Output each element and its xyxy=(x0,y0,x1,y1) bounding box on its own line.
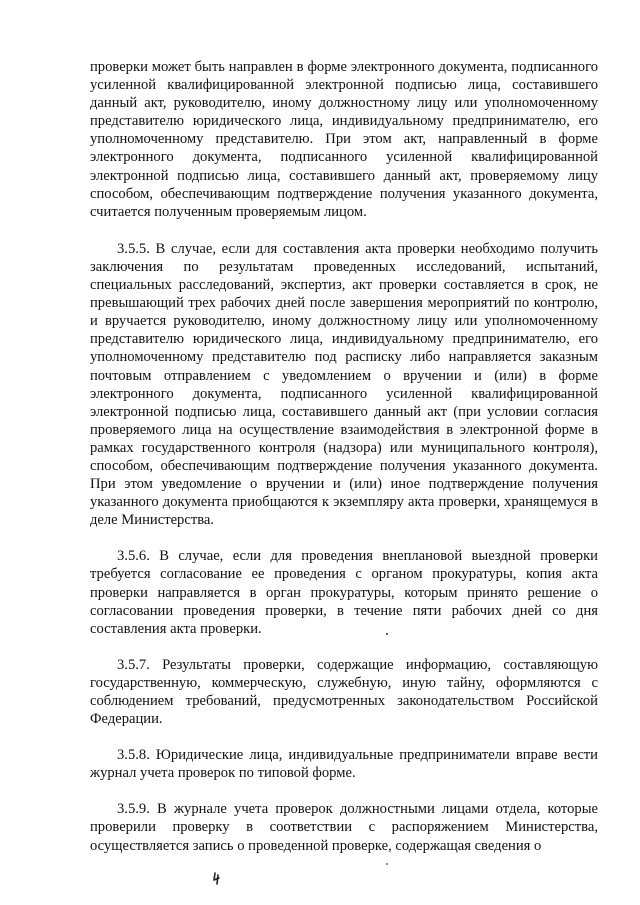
scan-artifact-dot xyxy=(385,862,389,866)
scan-artifact-mark xyxy=(212,872,222,886)
paragraph-continuation: проверки может быть направлен в форме электронного документа, подписанного усиленной квалифицированной электронной подписью лица, составившего данный акт, руководителю, иному должностному лицу или уполномоченному представителю юридического лица, индивидуальному предпринимателю, его уполномоченному представителю. При этом акт, направленный в форме электронного документа, подписанного усиленной квалифицированной электронной подписью лица, составившего данный акт, проверяемому лицу способом, обеспечивающим подтверждение получения указанного документа, считается полученным проверяемым лицом. xyxy=(90,59,598,220)
scan-artifact-dot xyxy=(385,632,389,636)
paragraph-3-5-8: 3.5.8. Юридические лица, индивидуальные предприниматели вправе вести журнал учета проверок по типовой форме. xyxy=(90,747,598,782)
paragraph-3-5-9: 3.5.9. В журнале учета проверок должностными лицами отдела, которые проверили проверку в соответствии с распоряжением Министерства, осуществляется запись о проведенной проверке, содержащая сведения о xyxy=(90,801,598,854)
paragraph-3-5-7: 3.5.7. Результаты проверки, содержащие информацию, составляющую государственную, коммерческую, служебную, иную тайну, оформляются с соблюдением требований, предусмотренных законодательством Российской Федерации. xyxy=(90,656,598,728)
paragraph-3-5-6: 3.5.6. В случае, если для проведения внеплановой выездной проверки требуется согласование ее проведения с органом прокуратуры, копия акта проверки направляется в орган прокуратуры, которым принято решение о согласовании проведения проверки, в течение пяти рабочих дней со дня составления акта проверки. xyxy=(90,548,598,637)
document-body xyxy=(90,58,598,873)
paragraph-3-5-5: 3.5.5. В случае, если для составления акта проверки необходимо получить заключения по результатам проведенных исследований, испытаний, специальных расследований, экспертиз, акт проверки составляется в срок, не превышающий трех рабочих дней после завершения мероприятий по контролю, и вручается руководителю, иному должностному лицу или уполномоченному представителю юридического лица, индивидуальному предпринимателю, его уполномоченному представителю под расписку либо направляется заказным почтовым отправлением с уведомлением о вручении и (или) в форме электронного документа, подписанного усиленной квалифицированной электронной подписью лица, составившего данный акт (при условии согласия проверяемого лица на осуществление взаимодействия в электронной форме в рамках государственного контроля (надзора) или муниципального контроля), способом, обеспечивающим подтверждение получения указанного документа. При этом уведомление о вручении и (или) иное подтверждение получения указанного документа приобщаются к экземпляру акта проверки, хранящемуся в деле Министерства. xyxy=(90,240,598,529)
